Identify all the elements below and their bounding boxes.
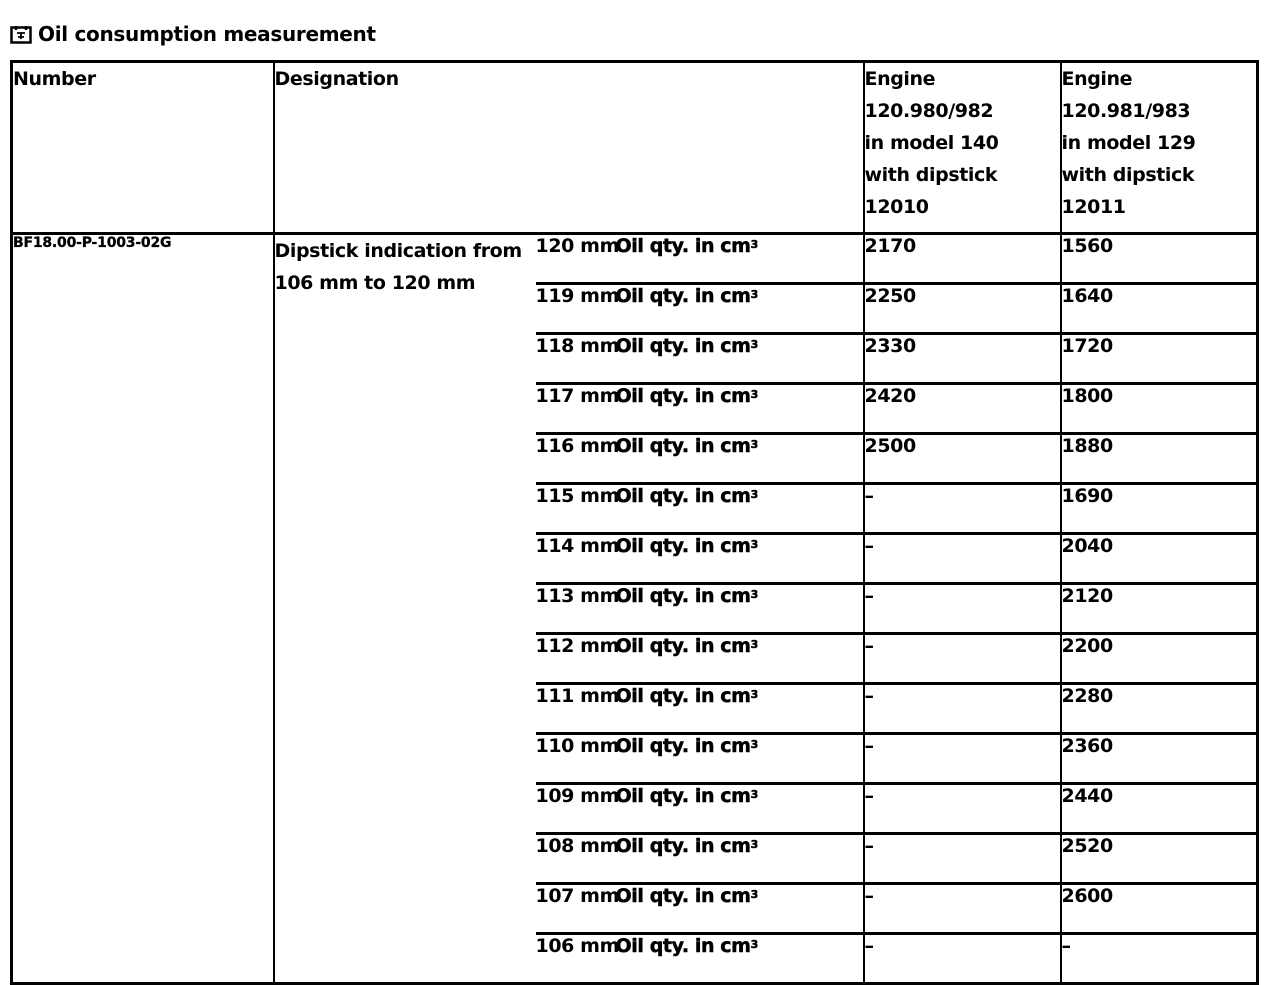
oil-qty-label-cell [616, 684, 864, 734]
engine-2-value: 1880 [1061, 434, 1258, 484]
header-engine-1 [864, 62, 1061, 234]
oil-qty-label-cell [616, 834, 864, 884]
engine-2-value: 1690 [1061, 484, 1258, 534]
oil-qty-unit-superscript: 3 [750, 388, 758, 401]
oil-qty-label: Oil qty. in cm [615, 385, 751, 407]
engine-1-value: – [864, 684, 1061, 734]
engine-1-value: 2330 [864, 334, 1061, 384]
oil-qty-label-cell [616, 734, 864, 784]
oil-qty-label-cell [616, 784, 864, 834]
engine-1-value: – [864, 534, 1061, 584]
oil-qty-unit-superscript: 3 [750, 688, 758, 701]
oil-qty-unit-superscript: 3 [750, 288, 758, 301]
dipstick-mm-cell: 110 mm [536, 734, 616, 784]
oil-qty-label-cell [616, 334, 864, 384]
header-engine-1-line: Engine [864, 68, 936, 90]
engine-2-value: 2520 [1061, 834, 1258, 884]
dipstick-mm-cell: 117 mm [536, 384, 616, 434]
header-engine-2-line: in model 129 [1061, 132, 1196, 154]
oil-qty-unit-superscript: 3 [750, 738, 758, 751]
dipstick-mm-cell: 114 mm [536, 534, 616, 584]
oil-qty-unit-superscript: 3 [750, 488, 758, 501]
header-engine-2-line: Engine [1061, 68, 1133, 90]
dipstick-mm-cell: 108 mm [536, 834, 616, 884]
header-designation: Designation [274, 62, 864, 234]
dipstick-mm-cell: 107 mm [536, 884, 616, 934]
oil-qty-unit-superscript: 3 [750, 638, 758, 651]
engine-1-value: – [864, 634, 1061, 684]
engine-2-value: 2200 [1061, 634, 1258, 684]
oil-qty-label: Oil qty. in cm [615, 435, 751, 457]
oil-qty-unit-superscript: 3 [750, 888, 758, 901]
header-engine-2-line: 120.981/983 [1061, 100, 1191, 122]
oil-qty-label: Oil qty. in cm [615, 885, 751, 907]
oil-qty-label-cell [616, 384, 864, 434]
oil-qty-label: Oil qty. in cm [615, 735, 751, 757]
oil-qty-label-cell [616, 934, 864, 984]
oil-qty-unit-superscript: 3 [750, 588, 758, 601]
oil-qty-label: Oil qty. in cm [615, 785, 751, 807]
page-title [10, 20, 376, 48]
oil-qty-unit-superscript: 3 [750, 438, 758, 451]
header-engine-2-line: with dipstick [1061, 164, 1195, 186]
dipstick-mm-cell: 115 mm [536, 484, 616, 534]
oil-qty-label-cell [616, 234, 864, 284]
header-engine-2-line: 12011 [1061, 196, 1126, 218]
engine-2-value: 1800 [1061, 384, 1258, 434]
table-body [12, 234, 1258, 984]
oil-qty-label: Oil qty. in cm [615, 635, 751, 657]
engine-2-value: 1560 [1061, 234, 1258, 284]
dipstick-mm-cell: 120 mm [536, 234, 616, 284]
oil-qty-unit-superscript: 3 [750, 838, 758, 851]
oil-qty-label: Oil qty. in cm [615, 835, 751, 857]
designation-text [274, 234, 536, 984]
engine-1-value: – [864, 834, 1061, 884]
designation-line: 106 mm to 120 mm [274, 272, 476, 294]
header-number: Number [12, 62, 274, 234]
oil-qty-label-cell [616, 884, 864, 934]
oil-qty-label-cell [616, 634, 864, 684]
dipstick-mm-cell: 112 mm [536, 634, 616, 684]
oil-qty-label-cell [616, 434, 864, 484]
engine-2-value: 2280 [1061, 684, 1258, 734]
header-engine-1-line: with dipstick [864, 164, 998, 186]
oil-qty-label: Oil qty. in cm [615, 685, 751, 707]
oil-qty-unit-superscript: 3 [750, 788, 758, 801]
oil-qty-label: Oil qty. in cm [615, 585, 751, 607]
engine-1-value: – [864, 734, 1061, 784]
oil-qty-label: Oil qty. in cm [615, 285, 751, 307]
engine-2-value: – [1061, 935, 1071, 957]
engine-1-value: – [864, 884, 1061, 934]
header-engine-2 [1061, 62, 1258, 234]
page-title-text: Oil consumption measurement [38, 22, 376, 46]
engine-2-value: 2120 [1061, 584, 1258, 634]
document-number: BF18.00-P-1003-02G [12, 234, 274, 984]
oil-qty-label: Oil qty. in cm [615, 935, 751, 957]
table-header-row [12, 62, 1258, 234]
dipstick-mm-cell: 119 mm [536, 284, 616, 334]
oil-qty-label: Oil qty. in cm [615, 335, 751, 357]
oil-qty-unit-superscript: 3 [750, 538, 758, 551]
header-engine-1-line: in model 140 [864, 132, 999, 154]
engine-2-value: 2360 [1061, 734, 1258, 784]
engine-1-value: 2250 [864, 284, 1061, 334]
oil-qty-label: Oil qty. in cm [615, 235, 751, 257]
dipstick-mm-cell: 116 mm [536, 434, 616, 484]
oil-qty-label-cell [616, 484, 864, 534]
dipstick-mm-cell: 109 mm [536, 784, 616, 834]
engine-1-value: 2420 [864, 384, 1061, 434]
oil-qty-label: Oil qty. in cm [615, 485, 751, 507]
engine-2-value: 2440 [1061, 784, 1258, 834]
designation-line: Dipstick indication from [274, 240, 522, 262]
oil-qty-label-cell [616, 534, 864, 584]
dipstick-mm-cell: 106 mm [535, 935, 619, 957]
oil-qty-unit-superscript: 3 [750, 238, 758, 251]
header-engine-1-line: 120.980/982 [864, 100, 994, 122]
header-engine-1-line: 12010 [864, 196, 929, 218]
engine-2-value: 1640 [1061, 284, 1258, 334]
engine-1-value: 2500 [864, 434, 1061, 484]
engine-1-value: 2170 [864, 234, 1061, 284]
oil-qty-label-cell [616, 584, 864, 634]
engine-2-value: 1720 [1061, 334, 1258, 384]
oil-qty-unit-superscript: 3 [750, 338, 758, 351]
dipstick-mm-cell: 113 mm [536, 584, 616, 634]
oil-consumption-table [10, 60, 1259, 985]
table-row [12, 234, 1258, 284]
engine-2-value: 2040 [1061, 534, 1258, 584]
oil-qty-unit-superscript: 3 [750, 938, 758, 951]
oil-qty-label: Oil qty. in cm [615, 535, 751, 557]
engine-2-value: 2600 [1061, 884, 1258, 934]
document-icon [10, 24, 32, 44]
oil-qty-label-cell [616, 284, 864, 334]
engine-1-value: – [864, 584, 1061, 634]
dipstick-mm-cell: 111 mm [536, 684, 616, 734]
engine-1-value: – [864, 484, 1061, 534]
engine-1-value: – [864, 934, 1061, 984]
engine-1-value: – [864, 784, 1061, 834]
dipstick-mm-cell: 118 mm [536, 334, 616, 384]
